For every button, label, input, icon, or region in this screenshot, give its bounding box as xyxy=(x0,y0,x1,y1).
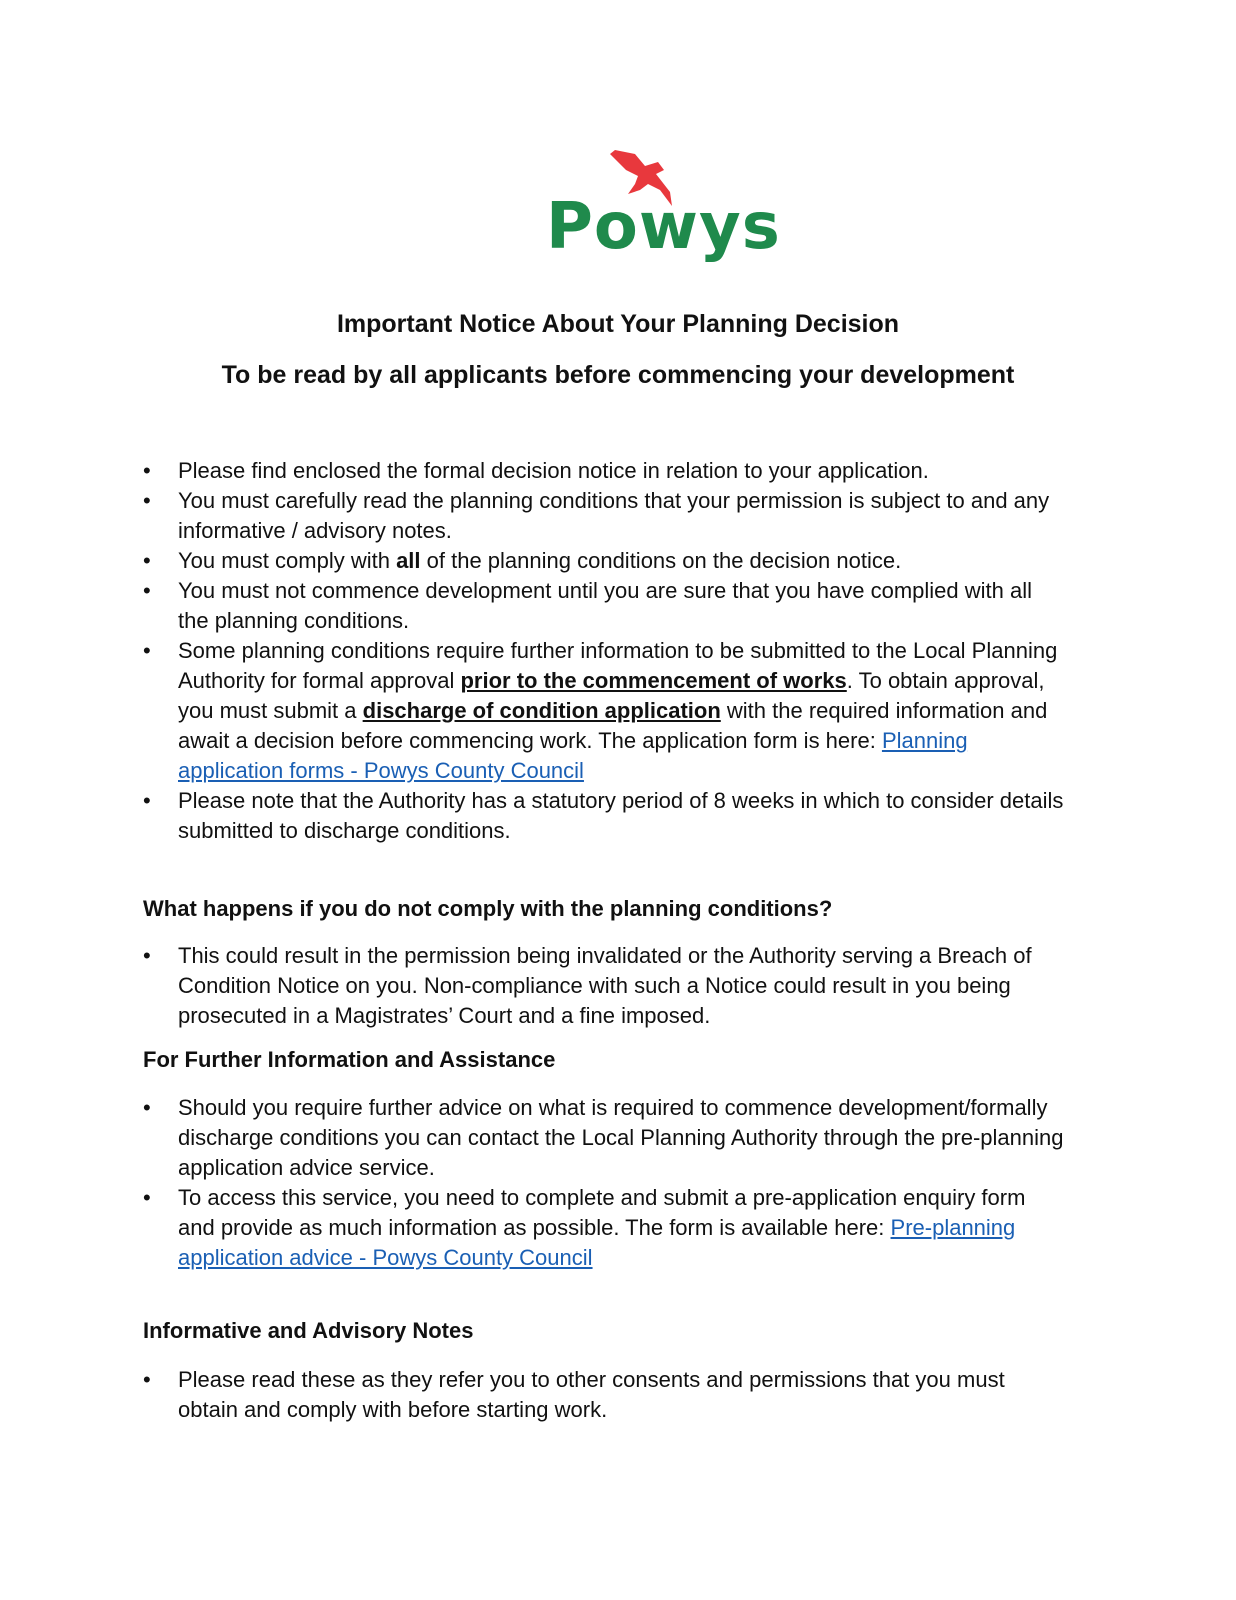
emphasis-text: prior to the commencement of works xyxy=(460,668,847,693)
text: . To obtain approval, you must submit a xyxy=(178,668,1045,723)
list-item: • This could result in the permission being invalidated or the Authority serving a Breach of Condition Notice on you. Non-compliance with such a Notice could result in you being prosecuted in a Magistrates’ Court and a fine imposed. xyxy=(143,941,1068,1031)
text: of the planning conditions on the decision notice. xyxy=(420,548,902,573)
text: with the required information and await a decision before commencing work. The application form is here: xyxy=(178,698,1048,753)
list-item: • Should you require further advice on what is required to commence development/formally discharge conditions you can contact the Local Planning Authority through the pre-planning application advice service. xyxy=(143,1093,1068,1183)
page-title: Important Notice About Your Planning Decision xyxy=(336,310,900,338)
notice-list xyxy=(143,456,1068,846)
list-item: • You must not commence development until you are sure that you have complied with all the planning conditions. xyxy=(143,576,1068,636)
section-heading: For Further Information and Assistance xyxy=(143,1047,556,1072)
powys-logo xyxy=(540,140,781,270)
list-item xyxy=(143,546,1068,576)
list-item: • You must carefully read the planning conditions that your permission is subject to and any informative / advisory notes. xyxy=(143,486,1068,546)
advisory-list xyxy=(143,1365,1068,1425)
list-item: • Please find enclosed the formal decision notice in relation to your application. xyxy=(143,456,1068,486)
list-item xyxy=(143,1183,1068,1273)
list-item: • Please note that the Authority has a statutory period of 8 weeks in which to consider details submitted to discharge conditions. xyxy=(143,786,1068,846)
assistance-list xyxy=(143,1093,1068,1273)
list-item xyxy=(143,636,1068,786)
planning-forms-link[interactable]: Planning application forms - Powys County Council xyxy=(178,728,968,783)
text: Some planning conditions require further information to be submitted to the Local Planning Authority for formal approval xyxy=(178,638,1058,693)
text: To access this service, you need to complete and submit a pre-application enquiry form and provide as much information as possible. The form is available here: xyxy=(178,1185,1026,1240)
logo-wordmark: Powys xyxy=(546,190,781,264)
compliance-list xyxy=(143,941,1068,1031)
emphasis-text: discharge of condition application xyxy=(362,698,721,723)
page-subtitle: To be read by all applicants before commencing your development xyxy=(221,361,1015,389)
list-item: • Please read these as they refer you to other consents and permissions that you must obtain and comply with before starting work. xyxy=(143,1365,1068,1425)
section-heading: Informative and Advisory Notes xyxy=(143,1318,474,1343)
pre-planning-advice-link[interactable]: Pre-planning application advice - Powys County Council xyxy=(178,1215,1016,1270)
bold-text: all xyxy=(396,548,421,573)
text: You must comply with xyxy=(178,548,397,573)
section-heading: What happens if you do not comply with the planning conditions? xyxy=(143,896,833,921)
